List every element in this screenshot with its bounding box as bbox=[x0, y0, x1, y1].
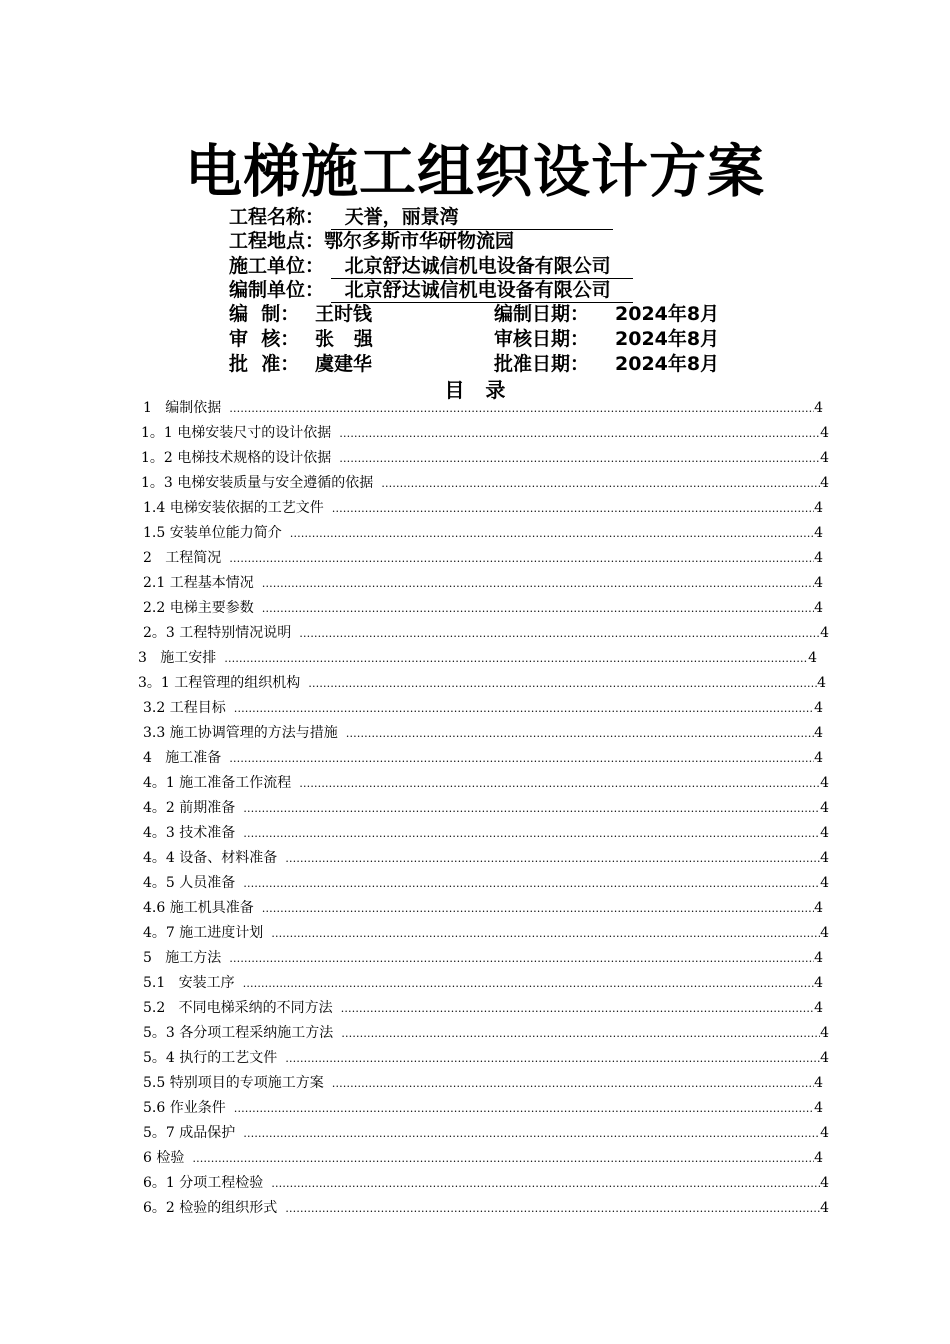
toc-leader bbox=[243, 972, 814, 994]
toc-entry[interactable] bbox=[143, 872, 829, 894]
toc-leader bbox=[341, 997, 814, 1019]
toc-entry[interactable] bbox=[143, 622, 829, 644]
toc-entry-title: 1.4 电梯安装依据的工艺文件 bbox=[143, 500, 324, 516]
toc-page-number: 4 bbox=[820, 1175, 829, 1191]
toc-page-number: 4 bbox=[814, 1000, 823, 1016]
toc-entry[interactable] bbox=[138, 647, 817, 669]
toc-page-number: 4 bbox=[820, 1125, 829, 1141]
toc-entry-title: 2.1 工程基本情况 bbox=[143, 575, 254, 591]
toc-entry[interactable] bbox=[143, 397, 823, 419]
toc-entry-title: 4 施工准备 bbox=[143, 750, 222, 766]
toc-entry-title: 2。3 工程特别情况说明 bbox=[143, 625, 292, 641]
toc-page-number: 4 bbox=[814, 700, 823, 716]
toc-page-number: 4 bbox=[814, 1100, 823, 1116]
toc-entry[interactable] bbox=[143, 1022, 829, 1044]
toc-entry-title: 4。7 施工进度计划 bbox=[143, 925, 264, 941]
toc-entry-title: 5.2 不同电梯采纳的不同方法 bbox=[143, 1000, 333, 1016]
toc-page-number: 4 bbox=[820, 475, 829, 491]
signoff-date-label: 批准日期： bbox=[494, 353, 590, 375]
compiler-unit-label: 编制单位： bbox=[229, 279, 325, 301]
signoff-person: 张 强 bbox=[315, 328, 373, 350]
toc-leader bbox=[243, 1122, 820, 1144]
project-location-row bbox=[229, 226, 514, 253]
signoff-date-label: 审核日期： bbox=[494, 328, 590, 350]
toc-leader bbox=[290, 522, 814, 544]
signoff-date: 2024年8月 bbox=[615, 353, 720, 375]
signoff-date: 2024年8月 bbox=[615, 303, 720, 325]
toc-entry[interactable] bbox=[143, 722, 823, 744]
toc-page-number: 4 bbox=[820, 800, 829, 816]
toc-leader bbox=[234, 1097, 814, 1119]
toc-page-number: 4 bbox=[814, 900, 823, 916]
toc-entry[interactable] bbox=[143, 597, 823, 619]
toc-entry[interactable] bbox=[141, 422, 829, 444]
toc-entry-title: 4。2 前期准备 bbox=[143, 800, 236, 816]
toc-leader bbox=[339, 422, 820, 444]
toc-page-number: 4 bbox=[820, 875, 829, 891]
toc-entry-title: 6 检验 bbox=[143, 1150, 185, 1166]
toc-title: 目 录 bbox=[444, 378, 506, 402]
toc-leader bbox=[229, 747, 814, 769]
project-name-label: 工程名称： bbox=[229, 206, 325, 228]
toc-leader bbox=[299, 772, 820, 794]
toc-entry[interactable] bbox=[143, 1097, 823, 1119]
toc-entry-title: 2.2 电梯主要参数 bbox=[143, 600, 254, 616]
toc-entry[interactable] bbox=[143, 497, 823, 519]
toc-entry-title: 4。3 技术准备 bbox=[143, 825, 236, 841]
toc-page-number: 4 bbox=[814, 725, 823, 741]
toc-entry[interactable] bbox=[143, 1122, 829, 1144]
toc-entry-title: 6。1 分项工程检验 bbox=[143, 1175, 264, 1191]
toc-entry[interactable] bbox=[143, 772, 829, 794]
toc-page-number: 4 bbox=[814, 500, 823, 516]
signoff-person: 虞建华 bbox=[315, 353, 373, 375]
toc-entry-title: 1。3 电梯安装质量与安全遵循的依据 bbox=[141, 475, 374, 491]
toc-entry-title: 5。7 成品保护 bbox=[143, 1125, 236, 1141]
toc-page-number: 4 bbox=[817, 675, 826, 691]
toc-page-number: 4 bbox=[814, 525, 823, 541]
toc-page-number: 4 bbox=[820, 850, 829, 866]
toc-leader bbox=[271, 922, 820, 944]
toc-entry-title: 1。2 电梯技术规格的设计依据 bbox=[141, 450, 332, 466]
toc-entry-title: 2 工程简况 bbox=[143, 550, 222, 566]
toc-page-number: 4 bbox=[814, 1150, 823, 1166]
toc-page-number: 4 bbox=[814, 600, 823, 616]
project-name-value: 天誉，丽景湾 bbox=[344, 206, 459, 228]
toc-entry-title: 5.6 作业条件 bbox=[143, 1100, 226, 1116]
toc-leader bbox=[341, 1022, 820, 1044]
toc-leader bbox=[381, 472, 820, 494]
toc-leader bbox=[332, 1072, 814, 1094]
toc-entry[interactable] bbox=[143, 797, 829, 819]
signoff-person: 王时钱 bbox=[315, 303, 373, 325]
toc-entry[interactable] bbox=[143, 572, 823, 594]
compiler-unit-value: 北京舒达诚信机电设备有限公司 bbox=[344, 279, 611, 301]
toc-entry[interactable] bbox=[143, 747, 823, 769]
toc-leader bbox=[308, 672, 817, 694]
signoff-date: 2024年8月 bbox=[615, 328, 720, 350]
toc-entry[interactable] bbox=[143, 1072, 823, 1094]
toc-page-number: 4 bbox=[820, 1050, 829, 1066]
toc-entry[interactable] bbox=[143, 522, 823, 544]
toc-leader bbox=[262, 597, 814, 619]
toc-leader bbox=[332, 497, 814, 519]
toc-entry-title: 5.1 安装工序 bbox=[143, 975, 235, 991]
toc-entry-title: 1。1 电梯安装尺寸的设计依据 bbox=[141, 425, 332, 441]
toc-entry-title: 3。1 工程管理的组织机构 bbox=[138, 675, 301, 691]
toc-entry[interactable] bbox=[143, 1197, 829, 1219]
toc-entry[interactable] bbox=[143, 897, 823, 919]
toc-leader bbox=[271, 1172, 820, 1194]
toc-entry-title: 5。3 各分项工程采纳施工方法 bbox=[143, 1025, 334, 1041]
toc-leader bbox=[192, 1147, 814, 1169]
toc-page-number: 4 bbox=[820, 775, 829, 791]
toc-leader bbox=[262, 897, 814, 919]
toc-entry[interactable] bbox=[143, 1147, 823, 1169]
project-location-label: 工程地点： bbox=[229, 230, 325, 252]
toc-page-number: 4 bbox=[814, 575, 823, 591]
toc-entry-title: 4。1 施工准备工作流程 bbox=[143, 775, 292, 791]
construction-unit-label: 施工单位： bbox=[229, 255, 325, 277]
signoff-role: 批 准： bbox=[229, 353, 300, 375]
toc-leader bbox=[224, 647, 808, 669]
toc-entry[interactable] bbox=[143, 997, 823, 1019]
toc-entry[interactable] bbox=[143, 547, 823, 569]
signoff-role: 审 核： bbox=[229, 328, 300, 350]
toc-leader bbox=[285, 1197, 820, 1219]
toc-leader bbox=[339, 447, 820, 469]
toc-entry[interactable] bbox=[143, 822, 829, 844]
toc-leader bbox=[243, 822, 820, 844]
toc-entry-title: 4。4 设备、材料准备 bbox=[143, 850, 278, 866]
toc-entry-title: 4.6 施工机具准备 bbox=[143, 900, 254, 916]
toc-entry-title: 5 施工方法 bbox=[143, 950, 222, 966]
toc-page-number: 4 bbox=[814, 550, 823, 566]
toc-page-number: 4 bbox=[814, 400, 823, 416]
toc-page-number: 4 bbox=[814, 750, 823, 766]
toc-entry-title: 3 施工安排 bbox=[138, 650, 217, 666]
document-title: 电梯施工组织设计方案 bbox=[185, 139, 765, 205]
toc-leader bbox=[299, 622, 820, 644]
signoff-date-label: 编制日期： bbox=[494, 303, 590, 325]
toc-page-number: 4 bbox=[820, 1200, 829, 1216]
toc-page-number: 4 bbox=[814, 950, 823, 966]
project-location-value: 鄂尔多斯市华研物流园 bbox=[324, 230, 515, 252]
toc-entry[interactable] bbox=[143, 972, 823, 994]
toc-leader bbox=[285, 1047, 820, 1069]
signoff-role: 编 制： bbox=[229, 303, 300, 325]
toc-leader bbox=[243, 797, 820, 819]
toc-entry[interactable] bbox=[143, 947, 823, 969]
toc-entry-title: 5。4 执行的工艺文件 bbox=[143, 1050, 278, 1066]
toc-page-number: 4 bbox=[820, 1025, 829, 1041]
toc-page-number: 4 bbox=[820, 925, 829, 941]
toc-entry-title: 6。2 检验的组织形式 bbox=[143, 1200, 278, 1216]
toc-leader bbox=[262, 572, 814, 594]
toc-page-number: 4 bbox=[808, 650, 817, 666]
toc-leader bbox=[229, 397, 814, 419]
construction-unit-value: 北京舒达诚信机电设备有限公司 bbox=[344, 255, 611, 277]
toc-entry-title: 3.3 施工协调管理的方法与措施 bbox=[143, 725, 338, 741]
toc-page-number: 4 bbox=[820, 425, 829, 441]
toc-page-number: 4 bbox=[820, 450, 829, 466]
toc-entry[interactable] bbox=[141, 447, 829, 469]
toc-entry[interactable] bbox=[141, 472, 829, 494]
toc-entry[interactable] bbox=[143, 847, 829, 869]
toc-leader bbox=[229, 947, 814, 969]
toc-entry[interactable] bbox=[138, 672, 826, 694]
toc-page-number: 4 bbox=[820, 825, 829, 841]
toc-leader bbox=[229, 547, 814, 569]
toc-entry-title: 4。5 人员准备 bbox=[143, 875, 236, 891]
toc-page-number: 4 bbox=[820, 625, 829, 641]
toc-entry[interactable] bbox=[143, 922, 829, 944]
toc-leader bbox=[346, 722, 814, 744]
toc-leader bbox=[243, 872, 820, 894]
toc-leader bbox=[285, 847, 820, 869]
toc-entry[interactable] bbox=[143, 1047, 829, 1069]
toc-entry-title: 1.5 安装单位能力简介 bbox=[143, 525, 282, 541]
toc-page-number: 4 bbox=[814, 975, 823, 991]
toc-entry[interactable] bbox=[143, 1172, 829, 1194]
toc-page-number: 4 bbox=[814, 1075, 823, 1091]
toc-leader bbox=[234, 697, 814, 719]
toc-entry-title: 1 编制依据 bbox=[143, 400, 222, 416]
toc-entry-title: 3.2 工程目标 bbox=[143, 700, 226, 716]
toc-entry-title: 5.5 特别项目的专项施工方案 bbox=[143, 1075, 324, 1091]
toc-entry[interactable] bbox=[143, 697, 823, 719]
